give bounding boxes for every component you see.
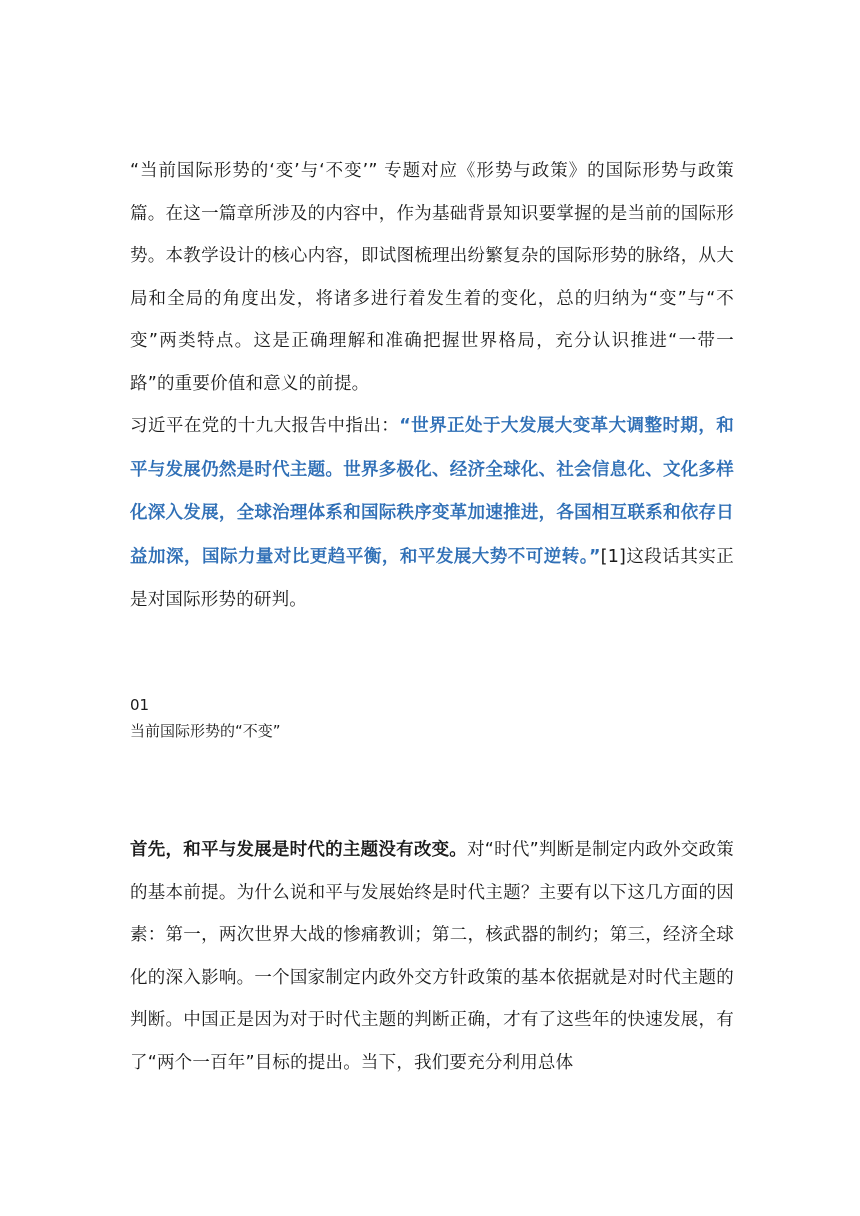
quote-lead: 习近平在党的十九大报告中指出： (130, 416, 400, 436)
body-section (130, 829, 734, 1084)
body-text: 对“时代”判断是制定内政外交政策的基本前提。为什么说和平与发展始终是时代主题？主要有以下这几方面的因素：第一，两次世界大战的惨痛教训；第二，核武器的制约；第三，经济全球化的深入影响。一个国家制定内政外交方针政策的基本依据就是对时代主题的判断。中国正是因为对于时代主题的判断正确，才有了这些年的快速发展，有了“两个一百年”目标的提出。当下，我们要充分利用总体 (130, 840, 734, 1073)
section-number: 01 (130, 696, 150, 714)
intro-section (130, 150, 734, 623)
report-quote: “世界正处于大发展大变革大调整时期，和平与发展仍然是时代主题。世界多极化、经济全球化、社会信息化、文化多样化深入发展，全球治理体系和国际秩序变革加速推进，各国相互联系和依存日益加深，国际力量对比更趋平衡，和平发展大势不可逆转。” (130, 416, 735, 567)
quote-paragraph (130, 405, 734, 623)
section-title: 当前国际形势的“不变” (130, 722, 281, 740)
citation-ref: [1] (600, 546, 627, 567)
intro-paragraph: “当前国际形势的‘变’与‘不变’” 专题对应《形势与政策》的国际形势与政策篇。在这一篇章所涉及的内容中，作为基础背景知识要掌握的是当前的国际形势。本教学设计的核心内容，即试图梳理出纷繁复杂的国际形势的脉络，从大局和全局的角度出发，将诸多进行着发生着的变化，总的归纳为“变”与“不变”两类特点。这是正确理解和准确把握世界格局，充分认识推进“一带一路”的重要价值和意义的前提。 (130, 161, 734, 394)
body-paragraph (130, 829, 734, 1084)
quote-tail: 这段话其实正是对国际形势的研判。 (130, 546, 734, 610)
body-lead-bold: 首先，和平与发展是时代的主题没有改变。 (130, 840, 468, 860)
